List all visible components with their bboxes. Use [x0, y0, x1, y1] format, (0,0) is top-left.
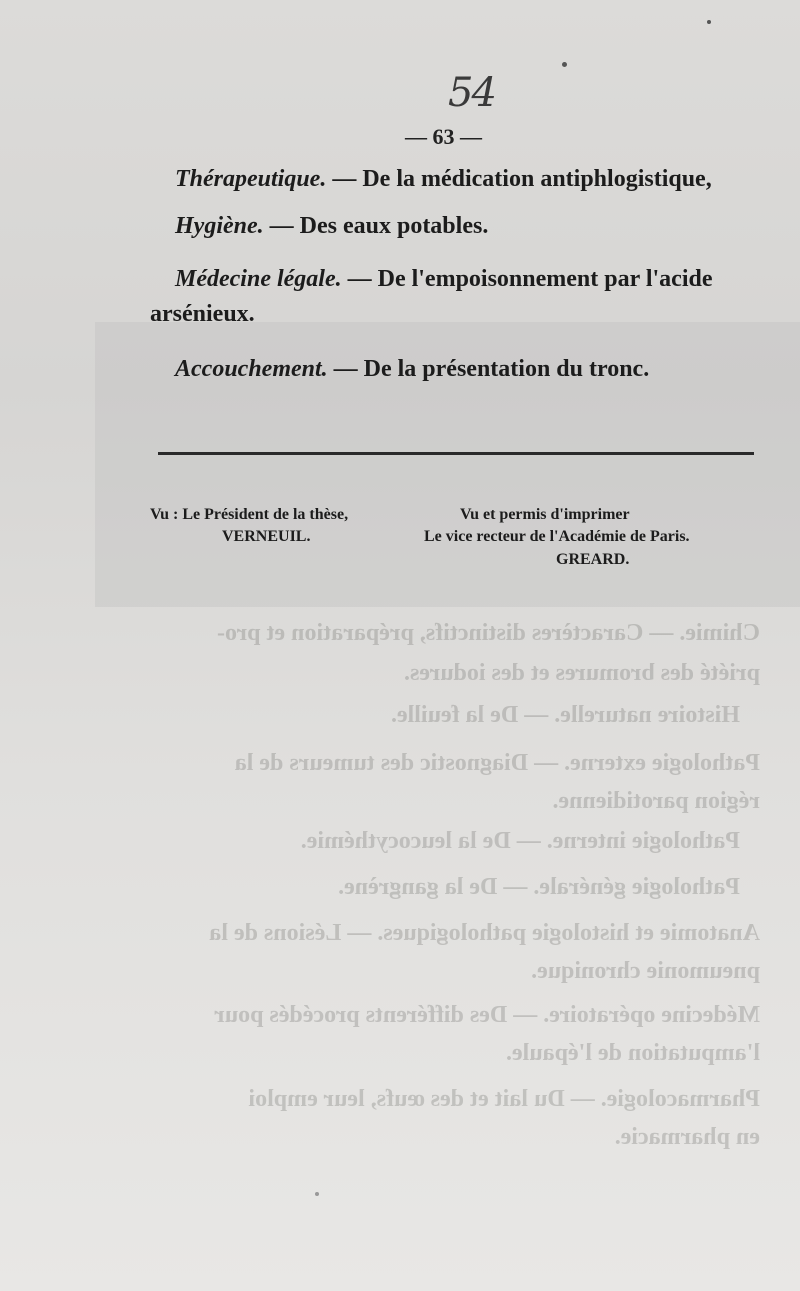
- bleed-through-line: Pathologie générale. — De la gangrène.: [338, 874, 740, 900]
- bleed-through-line: l'amputation de l'épaule.: [505, 1040, 760, 1066]
- entry-text: — Des eaux potables.: [263, 213, 489, 239]
- entry-subject: Thérapeutique.: [175, 166, 327, 192]
- scan-speck: [707, 20, 711, 24]
- signature-vice-recteur-name: GREARD.: [556, 551, 630, 568]
- bleed-through-line: Histoire naturelle. — De la feuille.: [390, 702, 740, 728]
- manuscript-page-number: 54: [448, 70, 495, 116]
- entry-subject: Accouchement.: [175, 356, 328, 382]
- signature-vice-recteur: Le vice recteur de l'Académie de Paris.: [424, 528, 690, 545]
- horizontal-rule: [158, 452, 754, 455]
- bleed-through-line: Médecine opératoire. — Des différents procédés pour: [214, 1002, 760, 1028]
- entry-hygiene: [175, 213, 488, 240]
- bleed-through-line: Pharmacologie. — Du lait et des œufs, leur emploi: [248, 1086, 760, 1112]
- entry-subject: Hygiène.: [175, 213, 264, 239]
- entry-text: — De la présentation du tronc.: [327, 356, 650, 382]
- bleed-through-line: priété des bromures et des iodures.: [404, 660, 760, 686]
- entry-text: — De la médication antiphlogistique,: [326, 166, 712, 192]
- bleed-through-line: Anatomie et histologie pathologiques. — Lésions de la: [209, 920, 760, 946]
- entry-text: — De l'empoisonnement par l'acide: [341, 266, 713, 292]
- scan-speck: [315, 1192, 319, 1196]
- entry-continuation: arsénieux.: [150, 301, 255, 327]
- bleed-through-line: Pathologie externe. — Diagnostic des tumeurs de la: [234, 750, 760, 776]
- entry-subject: Médecine légale.: [175, 266, 342, 292]
- entry-medecine-legale: [175, 266, 712, 293]
- signature-permission-label: Vu et permis d'imprimer: [460, 506, 630, 523]
- scan-speck: [562, 62, 567, 67]
- bleed-through-line: Pathologie interne. — De la leucocythémie.: [300, 828, 740, 854]
- entry-accouchement: [175, 356, 649, 383]
- entry-therapeutique: [175, 166, 712, 193]
- bleed-through-line: Chimie. — Caractères distinctifs, préparation et pro-: [216, 620, 760, 646]
- signature-president-label: Vu : Le Président de la thèse,: [150, 506, 349, 523]
- bleed-through-line: région parotidienne.: [552, 788, 760, 814]
- signature-president-name: VERNEUIL.: [222, 528, 311, 545]
- bleed-through-line: en pharmacie.: [614, 1124, 760, 1150]
- printed-page-number: — 63 —: [405, 124, 482, 149]
- bleed-through-line: pneumonie chronique.: [531, 958, 760, 984]
